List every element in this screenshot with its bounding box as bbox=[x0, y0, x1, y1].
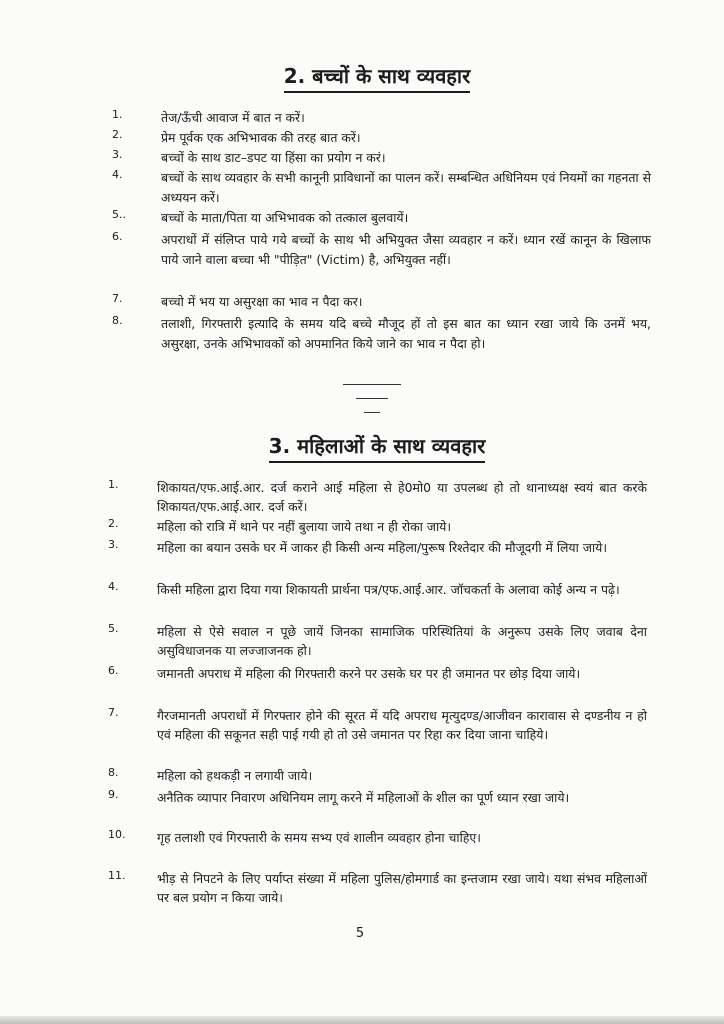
divider bbox=[343, 384, 401, 385]
item-text: भीड़ से निपटने के लिए पर्याप्त संख्या में महिला पुलिस/होमगार्ड का इन्तजाम रखा जाये। यथा संभव महिलाओं पर बल प्रयोग न किया जाये। bbox=[157, 871, 647, 905]
item-text: महिला को हथकड़ी न लगायी जाये। bbox=[157, 768, 313, 783]
item-text: तेज/ऊँची आवाज में बात न करें। bbox=[161, 110, 305, 125]
item-text: महिला का बयान उसके घर में जाकर ही किसी अन्य महिला/पुरूष रिश्तेदार की मौजूदगी में लिया जाये। bbox=[157, 540, 608, 555]
item-number: 4. bbox=[112, 168, 123, 181]
item-text: बच्चों के साथ डाट–डपट या हिंसा का प्रयोग न करं। bbox=[161, 150, 386, 165]
item-text: महिला से ऐसे सवाल न पूछे जायें जिनका सामाजिक परिस्थितियां के अनुरूप उसके लिए जवाब देना असुविधाजनक या लज्जाजनक हो। bbox=[157, 624, 647, 658]
item-number: 8. bbox=[108, 766, 119, 779]
item-text: बच्चो में भय या असुरक्षा का भाव न पैदा कर। bbox=[161, 294, 363, 309]
item-number: 11. bbox=[108, 869, 126, 882]
page-bottom-edge bbox=[0, 1016, 724, 1024]
item-text: महिला को रात्रि में थाने पर नहीं बुलाया जाये तथा न ही रोका जाये। bbox=[157, 519, 452, 534]
item-number: 3. bbox=[112, 148, 123, 161]
divider bbox=[356, 398, 388, 399]
item-number: 8. bbox=[112, 314, 123, 327]
item-text: अपराधों में संलिप्त पाये गये बच्चों के साथ भी अभियुक्त जैसा व्यवहार न करें। ध्यान रखें कानून के खिलाफ पाये जाने वाला बच्चा भी "पीड़ित" (Victim) है, अभियुक्त नहीं। bbox=[161, 232, 651, 267]
item-text: गैरजमानती अपराधों में गिरफ्तार होने की सूरत में यदि अपराध मृत्युदण्ड/आजीवन कारावास से दण्डनीय न हो एवं महिला की सकूनत सही पाई गयी हो तो उसे जमानत पर रिहा कर दिया जाना चाहिये। bbox=[157, 708, 647, 742]
item-text: बच्चों के माता/पिता या अभिभावक को तत्काल बुलवायें। bbox=[161, 210, 409, 225]
item-number: 3. bbox=[108, 538, 119, 551]
item-number: 6. bbox=[112, 230, 123, 243]
item-number: 5.. bbox=[112, 208, 126, 221]
item-number: 4. bbox=[108, 580, 119, 593]
item-text: किसी महिला द्वारा दिया गया शिकायती प्रार्थना पत्र/एफ.आई.आर. जॉचकर्ता के अलावा कोई अन्य न पढ़े। bbox=[157, 582, 620, 597]
item-text: बच्चों के साथ व्यवहार के सभी कानूनी प्राविधानों का पालन करें। सम्बन्धित अधिनियम एवं नियमों का गहनता से अध्ययन करें। bbox=[161, 170, 651, 205]
item-text: प्रेम पूर्वक एक अभिभावक की तरह बात करें। bbox=[161, 130, 361, 145]
item-number: 1. bbox=[108, 478, 119, 491]
section-heading-women bbox=[0, 432, 724, 463]
item-number: 6. bbox=[108, 664, 119, 677]
section-title: 3. महिलाओं के साथ व्यवहार bbox=[269, 432, 486, 463]
divider bbox=[364, 412, 380, 413]
item-number: 2. bbox=[112, 128, 123, 141]
item-text: तलाशी, गिरफ्तारी इत्यादि के समय यदि बच्चे मौजूद हों तो इस बात का ध्यान रखा जाये कि उनमें भय, असुरक्षा, उनके अभिभावकों को अपमानित किये जाने का भाव न पैदा हो। bbox=[161, 316, 651, 351]
item-text: गृह तलाशी एवं गिरफ्तारी के समय सभ्य एवं शालीन व्यवहार होना चाहिए। bbox=[157, 830, 481, 845]
item-number: 2. bbox=[108, 517, 119, 530]
section-heading-children bbox=[0, 62, 724, 93]
item-number: 10. bbox=[108, 828, 126, 841]
item-text: शिकायत/एफ.आई.आर. दर्ज कराने आई महिला से हे0मो0 या उपलब्ध हो तो थानाध्यक्ष स्वयं बात करके शिकायत/एफ.आई.आर. दर्ज करें। bbox=[157, 480, 647, 514]
item-number: 1. bbox=[112, 108, 123, 121]
item-number: 7. bbox=[108, 706, 119, 719]
item-number: 5. bbox=[108, 622, 119, 635]
item-text: अनैतिक व्यापार निवारण अधिनियम लागू करने में महिलाओं के शील का पूर्ण ध्यान रखा जाये। bbox=[157, 790, 570, 805]
page-number: 5 bbox=[355, 926, 365, 941]
item-text: जमानती अपराध में महिला की गिरफ्तारी करने पर उसके घर पर ही जमानत पर छोड़ दिया जाये। bbox=[157, 666, 581, 681]
item-number: 9. bbox=[108, 788, 119, 801]
item-number: 7. bbox=[112, 292, 123, 305]
section-title: 2. बच्चों के साथ व्यवहार bbox=[284, 62, 471, 93]
